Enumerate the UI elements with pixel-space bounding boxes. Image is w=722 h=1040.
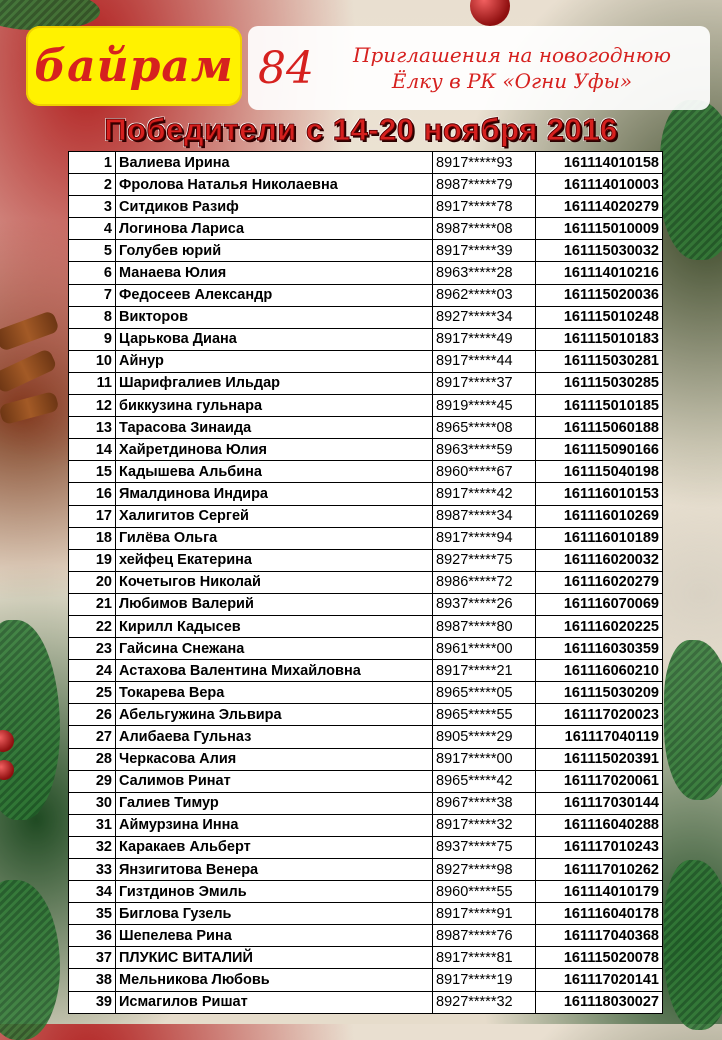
winner-number: 10 — [69, 350, 116, 372]
winner-number: 21 — [69, 593, 116, 615]
winner-name: Шепелева Рина — [116, 925, 433, 947]
winner-phone: 8917*****21 — [433, 660, 536, 682]
winner-phone: 8919*****45 — [433, 395, 536, 417]
winner-name: Логинова Лариса — [116, 218, 433, 240]
table-row — [69, 417, 663, 439]
winner-number: 34 — [69, 881, 116, 903]
winner-code: 161115020078 — [536, 947, 663, 969]
winner-phone: 8937*****26 — [433, 593, 536, 615]
table-row — [69, 726, 663, 748]
winner-name: Гизтдинов Эмиль — [116, 881, 433, 903]
table-row — [69, 152, 663, 174]
winner-phone: 8917*****78 — [433, 196, 536, 218]
winner-code: 161116010189 — [536, 527, 663, 549]
table-row — [69, 881, 663, 903]
winner-name: Гайсина Снежана — [116, 638, 433, 660]
christmas-ball-decoration — [0, 760, 14, 780]
winner-name: Федосеев Александр — [116, 284, 433, 306]
winner-name: Викторов — [116, 306, 433, 328]
winner-code: 161117020023 — [536, 704, 663, 726]
winner-code: 161115030032 — [536, 240, 663, 262]
table-row — [69, 284, 663, 306]
winner-code: 161115030281 — [536, 350, 663, 372]
cinnamon-stick-decoration — [0, 391, 60, 425]
winner-code: 161116030359 — [536, 638, 663, 660]
winner-number: 38 — [69, 969, 116, 991]
winner-code: 161114020279 — [536, 196, 663, 218]
table-row — [69, 991, 663, 1013]
table-row — [69, 350, 663, 372]
winner-name: Янзигитова Венера — [116, 859, 433, 881]
christmas-ball-decoration — [0, 730, 14, 752]
winner-name: Любимов Валерий — [116, 593, 433, 615]
winner-phone: 8960*****67 — [433, 461, 536, 483]
winner-phone: 8937*****75 — [433, 836, 536, 858]
table-row — [69, 814, 663, 836]
winner-code: 161116020032 — [536, 549, 663, 571]
table-row — [69, 682, 663, 704]
winner-name: Манаева Юлия — [116, 262, 433, 284]
winner-number: 24 — [69, 660, 116, 682]
winner-code: 161118030027 — [536, 991, 663, 1013]
winner-name: Валиева Ирина — [116, 152, 433, 174]
winner-name: хейфец Екатерина — [116, 549, 433, 571]
winner-phone: 8917*****49 — [433, 328, 536, 350]
table-row — [69, 615, 663, 637]
winner-number: 9 — [69, 328, 116, 350]
winner-phone: 8967*****38 — [433, 792, 536, 814]
winner-name: Биглова Гузель — [116, 903, 433, 925]
winner-phone: 8965*****55 — [433, 704, 536, 726]
winner-phone: 8927*****34 — [433, 306, 536, 328]
winner-name: Исмагилов Ришат — [116, 991, 433, 1013]
winner-name: Кочетыгов Николай — [116, 571, 433, 593]
fir-branch-decoration — [0, 880, 60, 1040]
winner-phone: 8917*****19 — [433, 969, 536, 991]
winner-phone: 8917*****00 — [433, 748, 536, 770]
winner-phone: 8917*****81 — [433, 947, 536, 969]
winner-number: 16 — [69, 483, 116, 505]
winner-code: 161115090166 — [536, 439, 663, 461]
winner-phone: 8965*****05 — [433, 682, 536, 704]
winner-phone: 8917*****93 — [433, 152, 536, 174]
winner-code: 161117040119 — [536, 726, 663, 748]
winner-phone: 8927*****98 — [433, 859, 536, 881]
winner-name: Гилёва Ольга — [116, 527, 433, 549]
winner-name: Фролова Наталья Николаевна — [116, 174, 433, 196]
winner-number: 8 — [69, 306, 116, 328]
winner-code: 161115010009 — [536, 218, 663, 240]
winner-phone: 8965*****08 — [433, 417, 536, 439]
winner-phone: 8917*****94 — [433, 527, 536, 549]
table-row — [69, 527, 663, 549]
winner-number: 23 — [69, 638, 116, 660]
winner-name: ПЛУКИС ВИТАЛИЙ — [116, 947, 433, 969]
winner-number: 15 — [69, 461, 116, 483]
winner-code: 161117020061 — [536, 770, 663, 792]
winners-table — [68, 151, 663, 1014]
winner-name: Ямалдинова Индира — [116, 483, 433, 505]
winner-name: Царькова Диана — [116, 328, 433, 350]
table-row — [69, 395, 663, 417]
winner-number: 25 — [69, 682, 116, 704]
fir-branch-decoration — [664, 860, 722, 1030]
table-row — [69, 196, 663, 218]
winner-number: 7 — [69, 284, 116, 306]
winner-phone: 8987*****76 — [433, 925, 536, 947]
table-row — [69, 240, 663, 262]
table-row — [69, 748, 663, 770]
winner-number: 33 — [69, 859, 116, 881]
invitation-line-1: Приглашения на новогоднюю — [353, 43, 671, 67]
table-row — [69, 372, 663, 394]
winner-code: 161116020225 — [536, 615, 663, 637]
table-row — [69, 262, 663, 284]
winner-name: Айнур — [116, 350, 433, 372]
winner-number: 12 — [69, 395, 116, 417]
invitation-text — [324, 42, 710, 94]
winner-phone: 8987*****08 — [433, 218, 536, 240]
winner-number: 27 — [69, 726, 116, 748]
christmas-ball-decoration — [470, 0, 510, 26]
winner-code: 161114010216 — [536, 262, 663, 284]
winner-code: 161114010179 — [536, 881, 663, 903]
invitation-banner — [248, 26, 710, 110]
table-row — [69, 925, 663, 947]
winner-code: 161114010158 — [536, 152, 663, 174]
table-row — [69, 969, 663, 991]
winner-number: 5 — [69, 240, 116, 262]
winner-phone: 8965*****42 — [433, 770, 536, 792]
winner-name: Черкасова Алия — [116, 748, 433, 770]
table-row — [69, 770, 663, 792]
winner-phone: 8961*****00 — [433, 638, 536, 660]
table-row — [69, 306, 663, 328]
table-row — [69, 792, 663, 814]
winner-number: 18 — [69, 527, 116, 549]
winner-number: 4 — [69, 218, 116, 240]
winner-code: 161115020036 — [536, 284, 663, 306]
winner-name: Тарасова Зинаида — [116, 417, 433, 439]
winner-number: 11 — [69, 372, 116, 394]
winner-code: 161115010183 — [536, 328, 663, 350]
winner-number: 35 — [69, 903, 116, 925]
table-row — [69, 704, 663, 726]
winners-table-body — [69, 152, 663, 1014]
invitation-count: 84 — [258, 42, 314, 94]
winner-phone: 8987*****80 — [433, 615, 536, 637]
winner-number: 19 — [69, 549, 116, 571]
table-row — [69, 439, 663, 461]
winner-phone: 8917*****39 — [433, 240, 536, 262]
table-row — [69, 174, 663, 196]
winner-name: Кадышева Альбина — [116, 461, 433, 483]
winner-name: Каракаев Альберт — [116, 836, 433, 858]
winner-number: 1 — [69, 152, 116, 174]
winner-number: 31 — [69, 814, 116, 836]
winner-name: Ситдиков Разиф — [116, 196, 433, 218]
table-row — [69, 593, 663, 615]
winner-name: Мельникова Любовь — [116, 969, 433, 991]
winner-name: Хайретдинова Юлия — [116, 439, 433, 461]
winner-code: 161116060210 — [536, 660, 663, 682]
winner-number: 22 — [69, 615, 116, 637]
winner-code: 161116040178 — [536, 903, 663, 925]
table-row — [69, 549, 663, 571]
table-row — [69, 660, 663, 682]
winner-name: Астахова Валентина Михайловна — [116, 660, 433, 682]
winner-name: Галиев Тимур — [116, 792, 433, 814]
table-row — [69, 859, 663, 881]
winner-phone: 8963*****59 — [433, 439, 536, 461]
winner-phone: 8986*****72 — [433, 571, 536, 593]
fir-branch-decoration — [0, 620, 60, 820]
winner-name: Алибаева Гульназ — [116, 726, 433, 748]
page-title: Победители с 14-20 ноября 2016 — [104, 112, 618, 147]
winner-phone: 8927*****32 — [433, 991, 536, 1013]
table-row — [69, 638, 663, 660]
winner-number: 37 — [69, 947, 116, 969]
winner-code: 161116010269 — [536, 505, 663, 527]
winner-number: 17 — [69, 505, 116, 527]
winner-code: 161114010003 — [536, 174, 663, 196]
table-row — [69, 218, 663, 240]
winner-phone: 8917*****37 — [433, 372, 536, 394]
winner-number: 39 — [69, 991, 116, 1013]
winner-name: Аймурзина Инна — [116, 814, 433, 836]
winner-number: 28 — [69, 748, 116, 770]
winner-name: биккузина гульнара — [116, 395, 433, 417]
winner-code: 161117010243 — [536, 836, 663, 858]
winner-phone: 8987*****34 — [433, 505, 536, 527]
fir-branch-decoration — [664, 640, 722, 800]
winner-name: Кирилл Кадысев — [116, 615, 433, 637]
winner-number: 26 — [69, 704, 116, 726]
winner-number: 36 — [69, 925, 116, 947]
winner-number: 3 — [69, 196, 116, 218]
winner-code: 161116010153 — [536, 483, 663, 505]
winner-code: 161117030144 — [536, 792, 663, 814]
table-row — [69, 571, 663, 593]
cinnamon-stick-decoration — [0, 348, 58, 394]
winner-code: 161115030209 — [536, 682, 663, 704]
winner-number: 6 — [69, 262, 116, 284]
winner-phone: 8987*****79 — [433, 174, 536, 196]
winner-number: 2 — [69, 174, 116, 196]
winner-number: 20 — [69, 571, 116, 593]
winner-code: 161116020279 — [536, 571, 663, 593]
winner-number: 13 — [69, 417, 116, 439]
logo-text: байрам — [34, 40, 234, 92]
winner-code: 161116070069 — [536, 593, 663, 615]
table-row — [69, 836, 663, 858]
cinnamon-stick-decoration — [0, 310, 60, 352]
winner-code: 161117010262 — [536, 859, 663, 881]
winner-code: 161115010248 — [536, 306, 663, 328]
winner-number: 32 — [69, 836, 116, 858]
table-row — [69, 328, 663, 350]
winner-phone: 8963*****28 — [433, 262, 536, 284]
winner-code: 161116040288 — [536, 814, 663, 836]
table-row — [69, 505, 663, 527]
winner-number: 30 — [69, 792, 116, 814]
winner-number: 14 — [69, 439, 116, 461]
winner-code: 161115060188 — [536, 417, 663, 439]
winner-phone: 8905*****29 — [433, 726, 536, 748]
winner-phone: 8917*****32 — [433, 814, 536, 836]
winner-name: Абельгужина Эльвира — [116, 704, 433, 726]
winner-code: 161115030285 — [536, 372, 663, 394]
winner-name: Халигитов Сергей — [116, 505, 433, 527]
winner-code: 161117040368 — [536, 925, 663, 947]
winner-code: 161117020141 — [536, 969, 663, 991]
table-row — [69, 903, 663, 925]
winner-name: Салимов Ринат — [116, 770, 433, 792]
winner-name: Голубев юрий — [116, 240, 433, 262]
winner-number: 29 — [69, 770, 116, 792]
winner-name: Шарифгалиев Ильдар — [116, 372, 433, 394]
bayram-logo — [26, 26, 242, 106]
table-row — [69, 461, 663, 483]
winner-name: Токарева Вера — [116, 682, 433, 704]
winner-phone: 8917*****42 — [433, 483, 536, 505]
table-row — [69, 947, 663, 969]
winner-phone: 8927*****75 — [433, 549, 536, 571]
winner-phone: 8962*****03 — [433, 284, 536, 306]
winner-phone: 8917*****91 — [433, 903, 536, 925]
winner-phone: 8960*****55 — [433, 881, 536, 903]
winner-code: 161115020391 — [536, 748, 663, 770]
invitation-line-2: Ёлку в РК «Огни Уфы» — [391, 69, 633, 93]
winner-code: 161115040198 — [536, 461, 663, 483]
winner-phone: 8917*****44 — [433, 350, 536, 372]
table-row — [69, 483, 663, 505]
winner-code: 161115010185 — [536, 395, 663, 417]
